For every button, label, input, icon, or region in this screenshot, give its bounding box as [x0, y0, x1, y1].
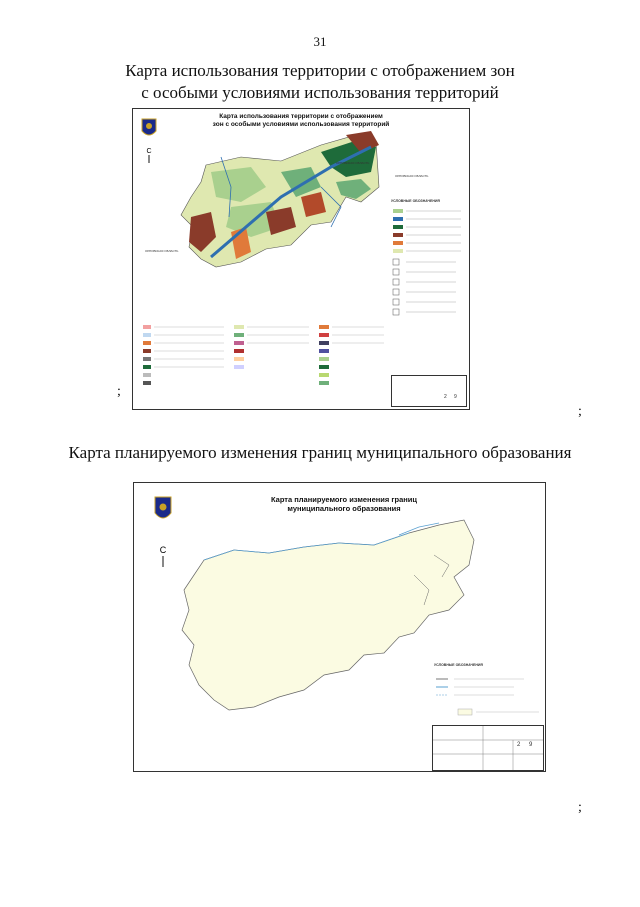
land-use-legend-swatches — [391, 203, 465, 335]
boundary-title-block-grid — [433, 726, 543, 770]
land-use-lower-legend — [139, 321, 389, 405]
section1-heading — [0, 60, 640, 104]
trailing-semicolon-left: ; — [117, 384, 121, 399]
land-use-legend-title: УСЛОВНЫЕ ОБОЗНАЧЕНИЯ — [391, 199, 440, 203]
svg-text:С: С — [159, 545, 167, 555]
land-use-stamp-sheet: 2 — [444, 394, 447, 400]
boundary-stamp-sheet: 2 — [517, 742, 521, 748]
page-number: 31 — [313, 34, 327, 49]
boundary-title-block — [432, 725, 544, 771]
boundary-change-map-title-line2: муниципального образования — [287, 504, 401, 513]
land-use-stamp-total: 9 — [454, 394, 457, 400]
section1-heading-line2: с особыми условиями использования территорий — [141, 83, 499, 102]
region-label-3: ОРЛОВСКАЯ ОБЛАСТЬ — [145, 249, 179, 253]
svg-text:С: С — [146, 148, 152, 155]
coat-of-arms-icon — [139, 115, 159, 165]
coat-of-arms-icon — [152, 493, 174, 568]
boundary-legend — [434, 663, 542, 723]
boundary-legend-title: УСЛОВНЫЕ ОБОЗНАЧЕНИЯ — [434, 663, 483, 667]
land-use-title-block — [391, 375, 467, 407]
land-use-map-title-line2: зон с особыми условиями использования территорий — [212, 121, 390, 128]
boundary-change-map — [133, 482, 546, 772]
boundary-legend-swatches — [434, 667, 542, 722]
land-use-map-drawing — [171, 127, 381, 272]
land-use-map-title-line1: Карта использования территории с отображением — [219, 113, 383, 120]
region-label-2: ОРЛОВСКАЯ ОБЛАСТЬ — [395, 174, 429, 178]
boundary-change-map-title — [244, 495, 444, 513]
trailing-semicolon-right: ; — [578, 404, 582, 419]
region-label-1: ОРЛОВСКАЯ ОБЛАСТЬ — [336, 161, 370, 165]
section1-heading-line1: Карта использования территории с отображением зон — [125, 61, 515, 80]
land-use-legend — [391, 199, 465, 339]
section2-heading: Карта планируемого изменения границ муниципального образования — [68, 443, 572, 462]
land-use-map — [132, 108, 470, 410]
boundary-change-map-title-line1: Карта планируемого изменения границ — [270, 495, 417, 504]
boundary-stamp-total: 9 — [529, 742, 533, 748]
trailing-semicolon-bottom: ; — [578, 800, 582, 815]
